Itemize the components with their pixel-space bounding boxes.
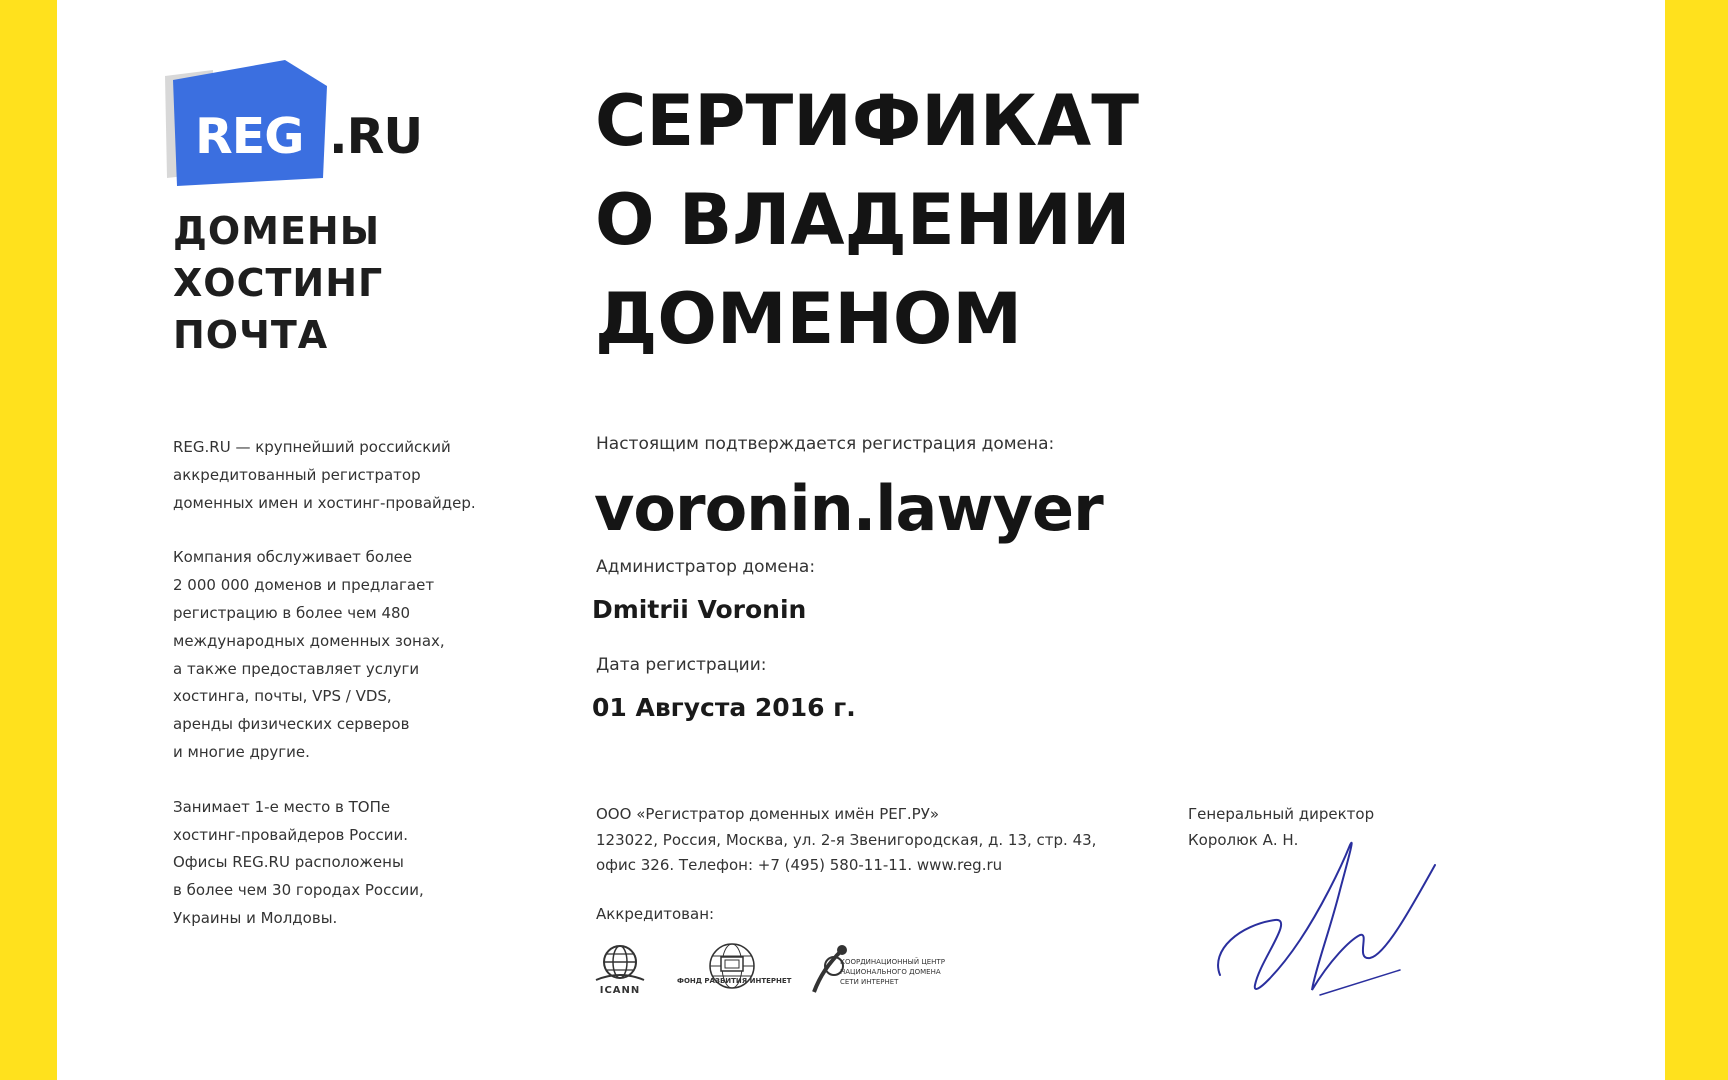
fund-globe-icon — [677, 940, 792, 1000]
about-line: аренды физических серверов — [173, 715, 410, 734]
icann-logo — [590, 940, 650, 1000]
company-contacts: офис 326. Телефон: +7 (495) 580-11-11. www.reg.ru — [596, 856, 1003, 874]
director-title: Генеральный директор — [1188, 805, 1375, 823]
about-line: регистрацию в более чем 480 — [173, 603, 411, 622]
cctld-line: НАЦИОНАЛЬНОГО ДОМЕНА — [840, 968, 941, 976]
admin-name: Dmitrii Voronin — [592, 595, 807, 624]
certificate-title — [595, 72, 1139, 369]
logo-reg-text: REG — [195, 108, 304, 165]
reg-ru-logo — [165, 58, 445, 188]
about-line: хостинга, почты, VPS / VDS, — [173, 687, 392, 706]
admin-label: Администратор домена: — [596, 557, 816, 577]
about-line: аккредитованный регистратор — [173, 465, 421, 484]
title-line: ДОМЕНОМ — [595, 278, 1023, 360]
fund-text: ФОНД РАЗВИТИЯ ИНТЕРНЕТ — [677, 977, 792, 985]
about-line: доменных имен и хостинг-провайдер. — [173, 493, 476, 512]
title-line: СЕРТИФИКАТ — [595, 80, 1139, 162]
about-line: международных доменных зонах, — [173, 631, 445, 650]
about-line: в более чем 30 городах России, — [173, 881, 424, 900]
cctld-logo — [812, 940, 972, 1000]
tagline-domains: ДОМЕНЫ — [173, 209, 381, 253]
icann-text: ICANN — [599, 985, 641, 996]
cctld-line: СЕТИ ИНТЕРНЕТ — [840, 978, 899, 986]
tagline-hosting: ХОСТИНГ — [173, 261, 384, 305]
about-line: 2 000 000 доменов и предлагает — [173, 576, 435, 595]
about-line: Занимает 1-е место в ТОПе — [173, 797, 391, 816]
director-signature — [1200, 840, 1440, 1010]
confirm-label: Настоящим подтверждается регистрация домена: — [596, 434, 1055, 454]
accredited-label: Аккредитован: — [596, 905, 715, 923]
company-info — [596, 802, 1096, 879]
title-line: О ВЛАДЕНИИ — [595, 179, 1131, 261]
cctld-line: КООРДИНАЦИОННЫЙ ЦЕНТР — [840, 958, 945, 966]
about-line: хостинг-провайдеров России. — [173, 825, 409, 844]
about-line: Компания обслуживает более — [173, 548, 413, 567]
globe-icon — [590, 940, 650, 986]
director-name: Королюк А. Н. — [1188, 830, 1299, 849]
about-line: и многие другие. — [173, 742, 310, 761]
company-address: 123022, Россия, Москва, ул. 2-я Звенигородская, д. 13, стр. 43, — [596, 830, 1097, 849]
about-line: Офисы REG.RU расположены — [173, 853, 404, 872]
tagline-mail: ПОЧТА — [173, 313, 329, 357]
about-line: REG.RU — крупнейший российский — [173, 438, 451, 456]
about-line: Украины и Молдовы. — [173, 908, 338, 927]
fund-logo — [677, 940, 792, 1000]
about-company — [173, 434, 513, 933]
company-name: ООО «Регистратор доменных имён РЕГ.РУ» — [596, 805, 940, 823]
logo-ru-text: .RU — [329, 108, 423, 165]
tagline — [173, 205, 383, 361]
registration-date: 01 Августа 2016 г. — [592, 693, 856, 722]
domain-name: voronin.lawyer — [594, 472, 1103, 545]
about-line: а также предоставляет услуги — [173, 659, 420, 678]
cctld-text — [840, 957, 970, 987]
date-label: Дата регистрации: — [596, 655, 767, 675]
